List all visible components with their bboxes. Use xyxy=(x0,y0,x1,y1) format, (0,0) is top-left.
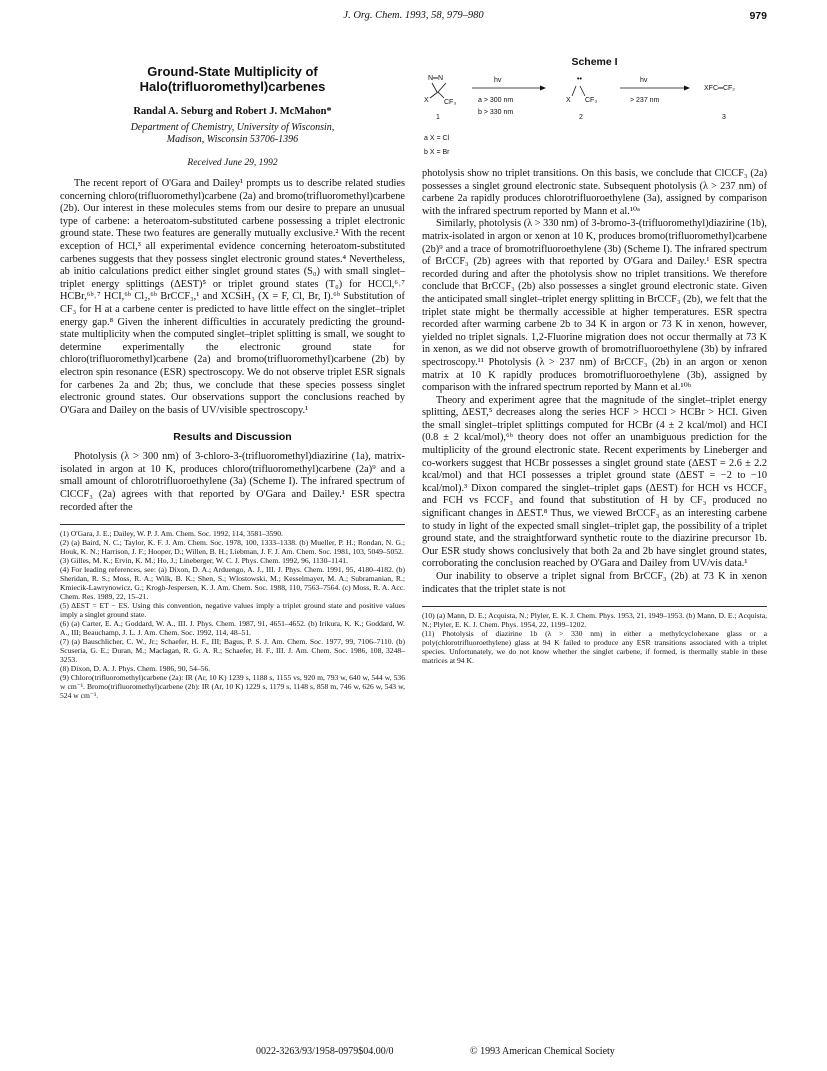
key-a: a X = Cl xyxy=(424,135,450,142)
footnote: (10) (a) Mann, D. E.; Acquista, N.; Plyler, E. K. J. Chem. Phys. 1953, 21, 1949–1953. (b) Mann, D. E.; Acquista, N.; Plyler, E. K. J. Chem. Phys. 1954, 22, 1199–1202. xyxy=(422,611,767,630)
footnote: (8) Dixon, D. A. J. Phys. Chem. 1986, 90, 54–56. xyxy=(60,664,211,674)
body-paragraph: Theory and experiment agree that the magnitude of the singlet–triplet energy splitting, ΔEST,⁵ decreases along the series HCF > HCCl > HCBr > HCI. Given the small singlet–triplet splittings computed for HCBr (4 ± 2 kcal/mol) and HCI (0.8 ± 2 kcal/mol),⁶ᵇ theory does not offer an unambiguous prediction for the multiplicity of the ground electronic state. Recent experiments by Lineberger and co-workers suggest that HCBr possesses a singlet ground state (ΔEST = 2.6 ± 2.2 kcal/mol) and that HCI possesses a triplet ground state (ΔEST = −2 to −10 kcal/mol).³ Dixon compared the singlet–triplet gaps (ΔEST) for HCH vs HCCF₃ and FCH vs FCCF₃ and found that substitution of H by CF₃ produced no significant changes in ΔEST.⁸ Thus, we viewed BrCCF₃ as an interesting carbene to study in light of the expected small singlet–triplet gap, the possibility of a triplet ground state, and the straightforward synthetic route to the diazirine precursor 1b. Our ESR study shows conclusively that both 2a and 2b have singlet ground states, corroborating the conclusion reached by O'Gara and Dailey from UV/vis data.¹ xyxy=(422,394,767,570)
body-paragraph: Similarly, photolysis (λ > 330 nm) of 3-bromo-3-(trifluoromethyl)diazirine (1b), matrix-isolated in argon or xenon at 10 K, produces bromo(trifluoromethyl)carbene (2b)⁹ and a trace of bromotrifluoroethylene (3b) (Scheme I). The infrared spectrum of BrCCF₃ (2b) agrees with that reported by O'Gara and Dailey.¹ ESR spectra recorded during and after the photolysis show no triplet transitions. We therefore conclude that BrCCF₃ (2b) also possesses a singlet ground electronic state. Given the anticipated small singlet–triplet energy splitting in BrCCF₃ (2b), we felt that the triplet state might be thermally accessible at higher temperatures. ESR spectra recorded after warming carbene 2b to 34 K in argon or 73 K in xenon, however, yielded no triplet signals. 1,2-Fluorine migration does not occur thermally at 73 K in xenon, as we did not observe growth of bromotrifluoroethylene (3b) by infrared spectroscopy.¹¹ Photolysis (λ > 237 nm) of BrCCF₃ (2b) in an argon or xenon matrix at 10 K rapidly produces bromotrifluoroethylene (3b), assigned by comparison with the infrared spectrum reported by Mann et al.¹⁰ᵇ xyxy=(422,218,767,394)
key-b: b X = Br xyxy=(424,149,450,156)
body-paragraph: photolysis show no triplet transitions. On this basis, we conclude that ClCCF₃ (2a) possesses a singlet ground electronic state. Subsequent photolysis (λ > 237 nm) of carbene 2a rapidly produces chlorotrifluoroethylene (3a), assigned by comparison with the infrared spectrum reported by Mann et al.¹⁰ᵃ xyxy=(422,168,767,217)
footnotes-left xyxy=(60,524,405,700)
page-number: 979 xyxy=(749,10,767,22)
carbene-center: •• xyxy=(577,76,582,83)
article-code: 0022-3263/93/1958-0979$04.00/0 xyxy=(256,1046,394,1057)
left-column xyxy=(60,64,405,700)
compound-number-2: 2 xyxy=(579,114,583,121)
arrow-head xyxy=(540,86,546,91)
footnote: (1) O'Gara, J. E.; Dailey, W. P. J. Am. Chem. Soc. 1992, 114, 3581–3590. xyxy=(60,529,283,539)
footnote: (2) (a) Baird, N. C.; Taylor, K. F. J. Am. Chem. Soc. 1978, 100, 1333–1338. (b) Mueller, P. H.; Rondan, N. G.; Houk, K. N.; Harrison, J. F.; Hooper, D.; Willen, B. H.; Liebman, J. F. J. Am. Chem. Soc. 1981, 103, 5049–5052. xyxy=(60,538,405,557)
footnote: (4) For leading references, see: (a) Dixon, D. A.; Arduengo, A. J., III. J. Phys. Chem. 1991, 95, 4180–4182. (b) Sheridan, R. S.; Moss, R. A.; Wilk, B. K.; Shen, S.; Wlostowski, M.; Kesselmayer, M. A.; Subramanian, R.; Kmiecik-Lawrynowicz, G.; Krogh-Jespersen, K. J. Am. Chem. Soc. 1988, 110, 7563–7564. (c) Moss, R. A. Acc. Chem. Res. 1989, 22, 15–21. xyxy=(60,565,405,602)
right-column xyxy=(422,56,767,666)
footnote: (9) Chloro(trifluoromethyl)carbene (2a): IR (Ar, 10 K) 1239 s, 1188 s, 1155 vs, 920 m, 793 w, 640 w, 544 w, 536 w cm⁻¹. Bromo(trifluoromethyl)carbene (2b): IR (Ar, 10 K) 1229 s, 1179 s, 1148 s, 858 m, 746 w, 626 w, 543 w, 524 w cm⁻¹. xyxy=(60,673,405,701)
condition-237: > 237 nm xyxy=(630,97,660,104)
article-title xyxy=(60,64,405,94)
received-date: Received June 29, 1992 xyxy=(187,158,278,168)
bond xyxy=(572,86,576,96)
body-paragraph: Our inability to observe a triplet signal from BrCCF₃ (2b) at 73 K in xenon indicates that the triplet state is not xyxy=(422,571,767,595)
substituent-x: X xyxy=(424,97,429,104)
condition-b: b > 330 nm xyxy=(478,109,514,116)
scheme-diagram xyxy=(422,70,767,170)
affiliation-line-2: Madison, Wisconsin 53706-1396 xyxy=(166,134,299,145)
title-line-1: Ground-State Multiplicity of xyxy=(147,64,318,79)
condition-a: a > 300 nm xyxy=(478,97,514,104)
intro-paragraph: The recent report of O'Gara and Dailey¹ prompts us to describe related studies concerning chloro(trifluoromethyl)carbene (2a) and bromo(trifluoromethyl)carbene (2b). Our interest in these molecules stems from our desire to prepare an unusual type of carbene: a heteroatom-substituted carbene possessing a triplet electronic ground state. These two features are generally mutually exclusive.² With the recent exception of HCl,³ all experimental evidence concerning heteroatom-substituted carbenes suggests that they possess singlet electronic ground states.⁴ Nevertheless, ab initio calculations predict either singlet ground states (S₀) with small singlet–triplet energy splittings (ΔEST)⁵ or triplet ground states (T₀) for HCCl,⁶˒⁷ HCBr,⁶ᵇ˒⁷ HCI,⁶ᵇ Cl₂,⁶ᵇ BrCCF₃,¹ and XCSiH₃ (X = F, Cl, Br, I).⁶ᵇ Substitution of CF₃ for H at a carbene center is predicted to have little effect on the singlet–triplet energy gap.⁸ Given the inherent difficulties in accurately predicting the ground-state multiplicity when the computed singlet–triplet splitting is small, we sought to determine experimentally the electronic ground state for chloro(trifluoromethyl)carbene (2a) and bromo(trifluoromethyl)carbene (2b) by electron spin resonance (ESR) spectroscopy. We do not observe triplet ESR signals for carbenes 2a and 2b; thus, we conclude that these species possess singlet electronic ground states. Our observations support the conclusions reached by O'Gara and Dailey on the basis of UV/visible spectroscopy.¹ xyxy=(60,178,405,416)
diazirine-n-label: N═N xyxy=(428,75,444,82)
footnote: (6) (a) Carter, E. A.; Goddard, W. A., III. J. Phys. Chem. 1987, 91, 4651–4652. (b) Irikura, K. K.; Goddard, W. A., III; Beauchamp, J. L. J. Am. Chem. Soc. 1992, 114, 48–51. xyxy=(60,619,405,638)
footnote: (3) Gilles, M. K.; Ervin, K. M.; Ho, J.; Lineberger, W. C. J. Phys. Chem. 1992, 96, 1130–1141. xyxy=(60,556,348,566)
authors: Randal A. Seburg and Robert J. McMahon* xyxy=(133,106,332,117)
bond xyxy=(580,86,585,96)
footnotes-right xyxy=(422,606,767,665)
journal-citation: J. Org. Chem. 1993, 58, 979–980 xyxy=(343,10,484,21)
bond xyxy=(438,92,444,98)
results-paragraph: Photolysis (λ > 300 nm) of 3-chloro-3-(trifluoromethyl)diazirine (1a), matrix-isolated in argon at 10 K, produces chloro(trifluoromethyl)carbene (2a)⁹ and a small amount of chlorotrifluoroethylene (3a) (Scheme I). The infrared spectrum of ClCCF₃ (2a) agrees with that reported by O'Gara and Dailey.¹ ESR spectra recorded after the xyxy=(60,451,405,513)
scheme-title: Scheme I xyxy=(571,56,618,68)
diazirine-bond xyxy=(432,83,437,92)
diazirine-bond xyxy=(438,83,446,92)
affiliation xyxy=(60,122,405,146)
title-line-2: Halo(trifluoromethyl)carbenes xyxy=(139,79,326,94)
hv-label: hv xyxy=(494,77,502,84)
arrow-head xyxy=(684,86,690,91)
cf3-label: CF₃ xyxy=(585,97,598,104)
footnote: (5) ΔEST = ET − ES. Using this convention, negative values imply a triplet ground state and positive values imply a singlet ground state. xyxy=(60,601,405,620)
compound-number-1: 1 xyxy=(436,114,440,121)
bond xyxy=(430,92,438,98)
section-heading: Results and Discussion xyxy=(173,431,292,444)
footnote: (7) (a) Bauschlicher, C. W., Jr.; Schaefer, H. F., III; Bagus, P. S. J. Am. Chem. Soc. 1977, 99, 7106–7110. (b) Scuseria, G. E.; Duran, M.; Maclagan, R. G. A. R.; Schaefer, H. F., III. J. Am. Chem. Soc. 1986, 108, 3248–3253. xyxy=(60,637,405,665)
affiliation-line-1: Department of Chemistry, University of Wisconsin, xyxy=(130,122,335,133)
cf3-label: CF₃ xyxy=(444,99,457,106)
hv-label: hv xyxy=(640,77,648,84)
compound-number-3: 3 xyxy=(722,114,726,121)
product-label: XFC═CF₂ xyxy=(704,85,736,92)
footnote: (11) Photolysis of diazirine 1b (λ > 330 nm) in either a methylcyclohexane glass or a poly(chlorotrifluoroethylene) glass at 94 K failed to produce any ESR transitions associated with a triplet species. Unfortunately, we do not know whether the singlet carbene, if formed, is thermally stable in these matrices at 94 K. xyxy=(422,629,767,666)
copyright: © 1993 American Chemical Society xyxy=(470,1046,615,1057)
scheme-figure xyxy=(422,56,767,168)
substituent-x: X xyxy=(566,97,571,104)
